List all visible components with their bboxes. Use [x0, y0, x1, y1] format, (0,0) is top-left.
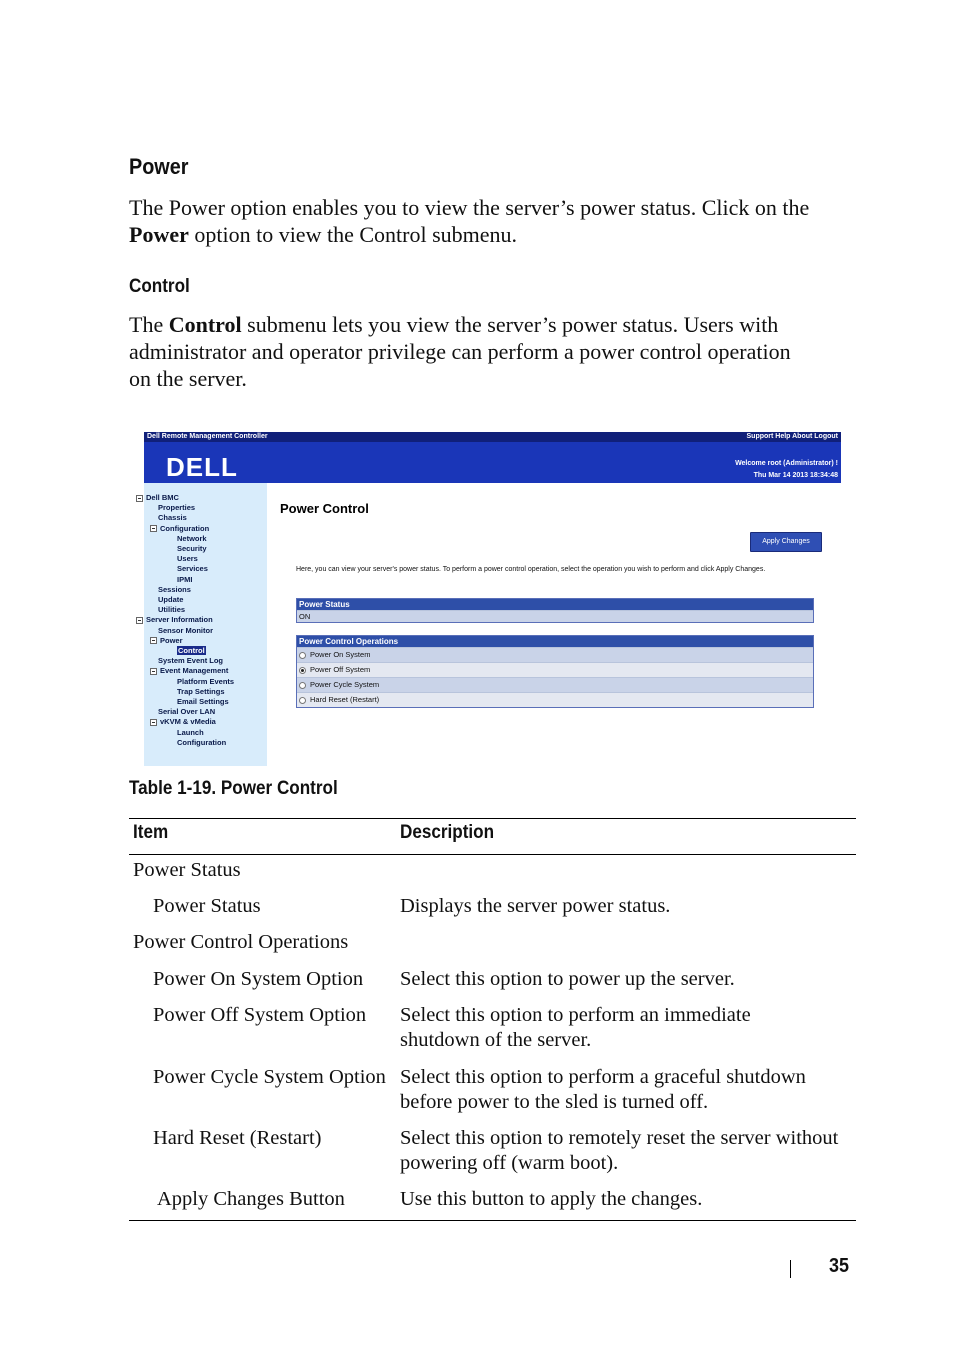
- table-item: Apply Changes Button: [157, 1188, 345, 1210]
- collapse-toggle-icon[interactable]: [150, 668, 157, 675]
- power-op-label: Power On System: [310, 650, 371, 659]
- bmc-screenshot: [144, 432, 841, 766]
- power-op-row[interactable]: [297, 692, 813, 707]
- collapse-toggle-icon[interactable]: [150, 637, 157, 644]
- section-heading-control: Control: [129, 276, 190, 297]
- table-description: Select this option to remotely reset the server without: [400, 1127, 839, 1149]
- control-intro-line1: [129, 311, 778, 338]
- nav-item-label: Configuration: [160, 523, 210, 533]
- power-intro-rest: option to view the Control submenu.: [188, 222, 518, 247]
- table-item: Hard Reset (Restart): [153, 1127, 322, 1149]
- nav-item[interactable]: [177, 738, 226, 747]
- power-op-row[interactable]: [297, 647, 813, 662]
- apply-changes-button[interactable]: Apply Changes: [750, 532, 822, 552]
- power-status-header: Power Status: [297, 599, 813, 610]
- power-intro-line1: The Power option enables you to view the server’s power status. Click on the: [129, 195, 810, 220]
- page-number-divider: [790, 1260, 791, 1278]
- nav-item[interactable]: [158, 605, 185, 614]
- table-item: Power Off System Option: [153, 1004, 367, 1026]
- nav-item-label: System Event Log: [158, 656, 224, 666]
- welcome-text: Welcome root (Administrator) !: [735, 460, 838, 467]
- power-op-row[interactable]: [297, 662, 813, 677]
- power-bold: Power: [129, 222, 189, 247]
- nav-item[interactable]: [177, 544, 207, 553]
- nav-item-label: Email Settings: [177, 697, 229, 706]
- panel-intro-text: Here, you can view your server's power status. To perform a power control operation, select the operation you wish to perform and click Apply Changes.: [296, 566, 766, 573]
- radio-button[interactable]: [299, 682, 306, 689]
- nav-item[interactable]: [177, 697, 229, 706]
- dell-logo: DELL: [166, 452, 238, 482]
- table-header-description: Description: [400, 822, 495, 843]
- collapse-toggle-icon[interactable]: [150, 719, 157, 726]
- nav-item-label: Security: [177, 544, 207, 553]
- bmc-banner: [144, 442, 841, 483]
- nav-item-label: Trap Settings: [177, 686, 225, 696]
- control-bold: Control: [168, 312, 242, 337]
- nav-item[interactable]: [158, 503, 195, 512]
- table-description: Select this option to power up the server.: [400, 968, 735, 990]
- nav-item-label: Sessions: [158, 584, 191, 594]
- nav-item[interactable]: [158, 585, 191, 594]
- table-item: Power Status: [153, 895, 261, 917]
- control-intro-rest: submenu lets you view the server’s power status. Users with: [241, 312, 779, 337]
- bmc-top-links[interactable]: Support Help About Logout: [746, 433, 838, 440]
- nav-item[interactable]: [150, 524, 209, 533]
- radio-button[interactable]: [299, 667, 306, 674]
- bmc-app-title: Dell Remote Management Controller: [147, 433, 268, 440]
- nav-item-label: Update: [158, 595, 184, 604]
- nav-item[interactable]: [177, 534, 207, 543]
- table-description-cont: shutdown of the server.: [400, 1029, 592, 1051]
- nav-item-label: Platform Events: [177, 676, 235, 686]
- nav-item[interactable]: [177, 554, 198, 563]
- nav-item[interactable]: [158, 707, 215, 716]
- nav-item[interactable]: [150, 717, 216, 726]
- table-bottom-rule: [129, 1220, 856, 1221]
- nav-item-label: Power: [160, 635, 183, 645]
- power-ops-header: Power Control Operations: [297, 636, 813, 647]
- collapse-toggle-icon[interactable]: [136, 495, 143, 502]
- datetime-text: Thu Mar 14 2013 18:34:48: [753, 472, 838, 479]
- nav-item-label: Serial Over LAN: [158, 707, 216, 717]
- control-intro-start: The: [129, 312, 169, 337]
- nav-item-label: Event Management: [160, 666, 229, 676]
- power-status-section: [296, 598, 814, 623]
- nav-item-label: Properties: [158, 503, 196, 513]
- bmc-nav-tree: [144, 483, 267, 766]
- table-top-rule: [129, 818, 856, 819]
- nav-item[interactable]: [158, 595, 183, 604]
- radio-button[interactable]: [299, 697, 306, 704]
- nav-item[interactable]: [158, 656, 223, 665]
- nav-item-label: Dell BMC: [146, 493, 179, 502]
- table-description: Select this option to perform an immediate: [400, 1004, 751, 1026]
- table-header-rule: [129, 854, 856, 855]
- bmc-main-panel: [267, 483, 841, 766]
- page-title: Power Control: [280, 501, 369, 516]
- nav-item[interactable]: [158, 626, 213, 635]
- nav-item[interactable]: [136, 615, 213, 624]
- table-header-item: Item: [133, 822, 169, 843]
- nav-item-label: Network: [177, 533, 207, 543]
- table-description: Select this option to perform a graceful shutdown: [400, 1066, 806, 1088]
- power-op-label: Power Off System: [310, 665, 371, 674]
- power-intro-line2: [129, 221, 517, 248]
- nav-item[interactable]: [177, 564, 208, 573]
- table-group-label: Power Status: [133, 859, 241, 881]
- nav-item-label: Sensor Monitor: [158, 625, 214, 635]
- nav-item-label: vKVM & vMedia: [160, 717, 216, 727]
- power-op-label: Hard Reset (Restart): [310, 695, 380, 704]
- collapse-toggle-icon[interactable]: [150, 525, 157, 532]
- radio-button[interactable]: [299, 652, 306, 659]
- nav-item[interactable]: [177, 677, 234, 686]
- nav-item[interactable]: [177, 687, 225, 696]
- nav-item-label: Chassis: [158, 513, 187, 523]
- nav-item[interactable]: [177, 575, 192, 584]
- nav-item-label: Launch: [177, 727, 204, 737]
- nav-item[interactable]: [177, 728, 204, 737]
- table-description: Displays the server power status.: [400, 895, 671, 917]
- power-op-label: Power Cycle System: [310, 680, 380, 689]
- table-item: Power Cycle System Option: [153, 1066, 386, 1088]
- section-heading-power: Power: [129, 154, 189, 179]
- table-description-cont: before power to the sled is turned off.: [400, 1091, 709, 1113]
- nav-item[interactable]: [150, 666, 228, 675]
- nav-item[interactable]: [136, 493, 179, 502]
- bmc-topbar: [144, 432, 841, 442]
- nav-item-label: Users: [177, 554, 198, 564]
- power-ops-section: [296, 635, 814, 708]
- table-item: Power On System Option: [153, 968, 364, 990]
- collapse-toggle-icon[interactable]: [136, 617, 143, 624]
- power-op-row[interactable]: [297, 677, 813, 692]
- control-intro-line2: administrator and operator privilege can perform a power control operation: [129, 339, 791, 364]
- power-status-value: ON: [297, 610, 813, 622]
- table-description: Use this button to apply the changes.: [400, 1188, 703, 1210]
- nav-item-label: Services: [177, 564, 208, 574]
- nav-item[interactable]: [177, 646, 206, 655]
- page-number: 35: [829, 1255, 850, 1277]
- welcome-block: [735, 458, 838, 482]
- control-intro-line3: on the server.: [129, 366, 247, 391]
- nav-item-label: Control: [178, 646, 205, 655]
- nav-item-label: Utilities: [158, 605, 186, 615]
- nav-item-label: IPMI: [177, 574, 193, 584]
- nav-item-label: Configuration: [177, 737, 227, 747]
- nav-item[interactable]: [150, 636, 183, 645]
- nav-item[interactable]: [158, 513, 187, 522]
- table-caption: Table 1-19. Power Control: [129, 778, 338, 799]
- table-group-label: Power Control Operations: [133, 931, 349, 953]
- table-description-cont: powering off (warm boot).: [400, 1152, 619, 1174]
- nav-item-label: Server Information: [146, 615, 213, 625]
